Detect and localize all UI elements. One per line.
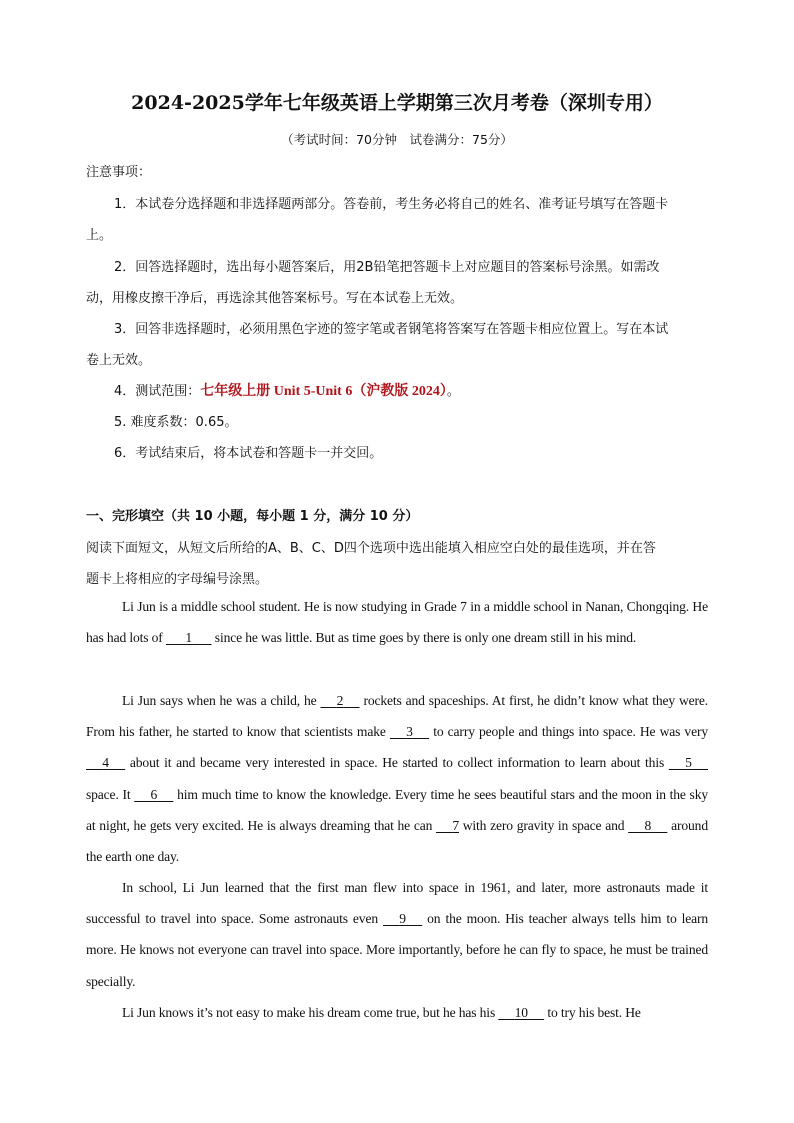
blank-3[interactable]: 3 — [406, 724, 413, 740]
blank-6[interactable]: 6 — [150, 786, 158, 802]
page-title: 2024-2025学年七年级英语上学期第三次月考卷（深圳专用） — [131, 92, 663, 114]
section-1-instruction-line-1: 阅读下面短文，从短文后所给的A、B、C、D四个选项中选出能填入相应空白处的最佳选项，并在答 — [86, 541, 656, 556]
blank-1[interactable]: 1 — [185, 630, 193, 646]
note-4-suffix: 。 — [446, 384, 460, 399]
blank-5[interactable]: 5 — [685, 755, 692, 771]
note-5: 5. 难度系数：0.65。 — [114, 415, 238, 430]
section-1-heading: 一、完形填空（共 10 小题，每小题 1 分，满分 10 分） — [86, 509, 419, 524]
passage-paragraph-4: Li Jun knows it’s not easy to make his dream come true, but he has his 10 to try his best. He — [86, 997, 708, 1028]
note-4-prefix: 4．测试范围： — [114, 384, 201, 399]
note-3-line-1: 3．回答非选择题时，必须用黑色字迹的签字笔或者钢笔将答案写在答题卡相应位置上。写在本试 — [114, 322, 669, 337]
note-4 — [114, 380, 460, 400]
blank-4[interactable]: 4 — [102, 755, 109, 771]
blank-7[interactable]: 7 — [452, 817, 459, 833]
note-2-line-1: 2．回答选择题时，选出每小题答案后，用2B铅笔把答题卡上对应题目的答案标号涂黑。如需改 — [114, 260, 660, 275]
notes-heading: 注意事项： — [86, 165, 152, 180]
blank-9[interactable]: 9 — [399, 911, 406, 927]
test-scope: 七年级上册 Unit 5-Unit 6（沪教版 2024） — [200, 384, 447, 399]
passage-paragraph-2: Li Jun says when he was a child, he 2 rockets and spaceships. At first, he didn’t know what they were. From his father, he started to know that scientists make 3 to carry people and things into space. He was very 4 about it and became very interested in space. He started to collect information to learn about this 5 space. It 6 him much time to know the knowledge. Every time he sees beautiful stars and the moon in the sky at night, he gets very excited. He is always dreaming that he can 7 with zero gravity in space and 8 around the earth one day. — [86, 685, 708, 872]
note-2-line-2: 动，用橡皮擦干净后，再选涂其他答案标号。写在本试卷上无效。 — [86, 291, 464, 306]
blank-8[interactable]: 8 — [644, 817, 652, 833]
blank-10[interactable]: 10 — [514, 1005, 528, 1020]
blank-2[interactable]: 2 — [336, 693, 344, 708]
passage-paragraph-3: In school, Li Jun learned that the first man flew into space in 1961, and later, more astronauts made it successful to travel into space. Some astronauts even 9 on the moon. His teacher always tells him to learn more. He knows not everyone can travel into space. More importantly, before he can fly to space, he must be trained specially. — [86, 880, 709, 989]
passage-paragraph-1: Li Jun is a middle school student. He is now studying in Grade 7 in a middle school in Nanan, Chongqing. He has had lots of 1 since he was little. But as time goes by there is only one dream still in his mind. — [86, 591, 708, 653]
section-1-instruction-line-2: 题卡上将相应的字母编号涂黑。 — [86, 572, 269, 587]
note-1-line-1: 1．本试卷分选择题和非选择题两部分。答卷前，考生务必将自己的姓名、准考证号填写在答题卡 — [114, 197, 669, 212]
note-6: 6．考试结束后，将本试卷和答题卡一并交回。 — [114, 446, 383, 461]
note-3-line-2: 卷上无效。 — [86, 353, 152, 368]
exam-info: （考试时间：70分钟 试卷满分：75分） — [281, 132, 513, 147]
note-1-line-2: 上。 — [86, 228, 113, 243]
